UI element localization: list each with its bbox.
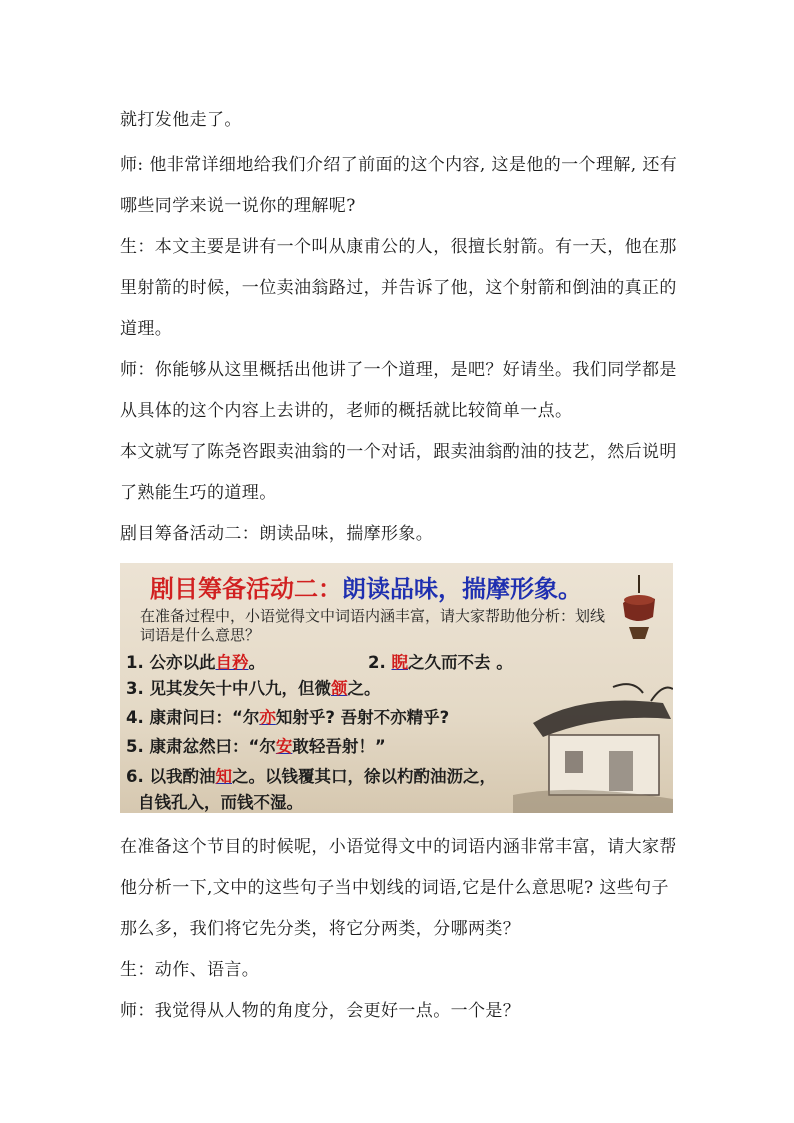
paragraph-5: 本文就写了陈尧咨跟卖油翁的一个对话，跟卖油翁酌油的技艺，然后说明了熟能生巧的道理。 — [120, 442, 677, 503]
paragraph-2: 师: 他非常详细地给我们介绍了前面的这个内容, 这是他的一个理解, 还有哪些同学来说一说你的理解呢? — [120, 155, 678, 216]
slide-title-part-1: 剧目筹备活动二： — [150, 575, 342, 603]
underlined-word: 睨 — [391, 653, 408, 672]
item-text: 知射乎? 吾射不亦精乎? — [275, 708, 450, 727]
slide-title-part-2: 朗读品味，揣摩形象。 — [342, 575, 582, 603]
item-text: 之。以钱覆其口，徐以杓酌油沥之， — [232, 767, 496, 786]
oil-seller-decoration-icon — [615, 573, 661, 643]
slide-item-2 — [368, 649, 513, 673]
paragraph-6: 剧目筹备活动二：朗读品味，揣摩形象。 — [120, 524, 434, 544]
item-text: 3. 见其发矢十中八九，但微 — [126, 679, 331, 698]
slide-item-5 — [126, 733, 386, 757]
paragraph-1: 就打发他走了。 — [120, 110, 242, 130]
slide-item-1 — [126, 649, 265, 673]
house-illustration-icon — [513, 683, 673, 813]
item-text: 6. 以我酌油 — [126, 767, 216, 786]
paragraph-8: 生：动作、语言。 — [120, 960, 260, 980]
item-text: 之久而不去 。 — [408, 653, 513, 672]
item-text: 自钱孔入，而钱不湿。 — [138, 793, 303, 812]
slide-item-4 — [126, 704, 449, 728]
paragraph-3: 生：本文主要是讲有一个叫从康甫公的人，很擅长射箭。有一天，他在那里射箭的时候，一位卖油翁路过，并告诉了他，这个射箭和倒油的真正的道理。 — [120, 237, 677, 339]
item-text: 。 — [248, 653, 265, 672]
item-text: 1. 公亦以此 — [126, 653, 216, 672]
underlined-word: 自矜 — [215, 653, 249, 672]
item-text: 5. 康肃忿然曰：“尔 — [126, 737, 276, 756]
slide-item-6-continued — [138, 789, 303, 813]
slide-item-6 — [126, 763, 496, 787]
item-text: 敢轻吾射！” — [292, 737, 386, 756]
slide-item-3 — [126, 675, 381, 699]
underlined-word: 安 — [275, 737, 293, 756]
underlined-word: 知 — [215, 767, 232, 786]
underlined-word: 亦 — [259, 708, 276, 727]
paragraph-4: 师：你能够从这里概括出他讲了一个道理，是吧？好请坐。我们同学都是从具体的这个内容上去讲的，老师的概括就比较简单一点。 — [120, 360, 677, 421]
underlined-word: 颔 — [331, 679, 348, 698]
slide-title — [150, 569, 582, 604]
item-text: 4. 康肃问曰：“尔 — [126, 708, 260, 727]
lesson-slide-image — [120, 563, 673, 813]
slide-intro: 在准备过程中，小语觉得文中词语内涵丰富，请大家帮助他分析：划线词语是什么意思？ — [140, 607, 606, 644]
paragraph-9: 师：我觉得从人物的角度分，会更好一点。一个是？ — [120, 1001, 521, 1021]
item-text: 之。 — [347, 679, 381, 698]
item-text: 2. — [368, 653, 392, 672]
paragraph-7: 在准备这个节目的时候呢，小语觉得文中的词语内涵非常丰富，请大家帮他分析一下,文中的这些句子当中划线的词语,它是什么意思呢? 这些句子那么多，我们将它先分类，将它分两类，分哪两类？ — [120, 837, 677, 939]
